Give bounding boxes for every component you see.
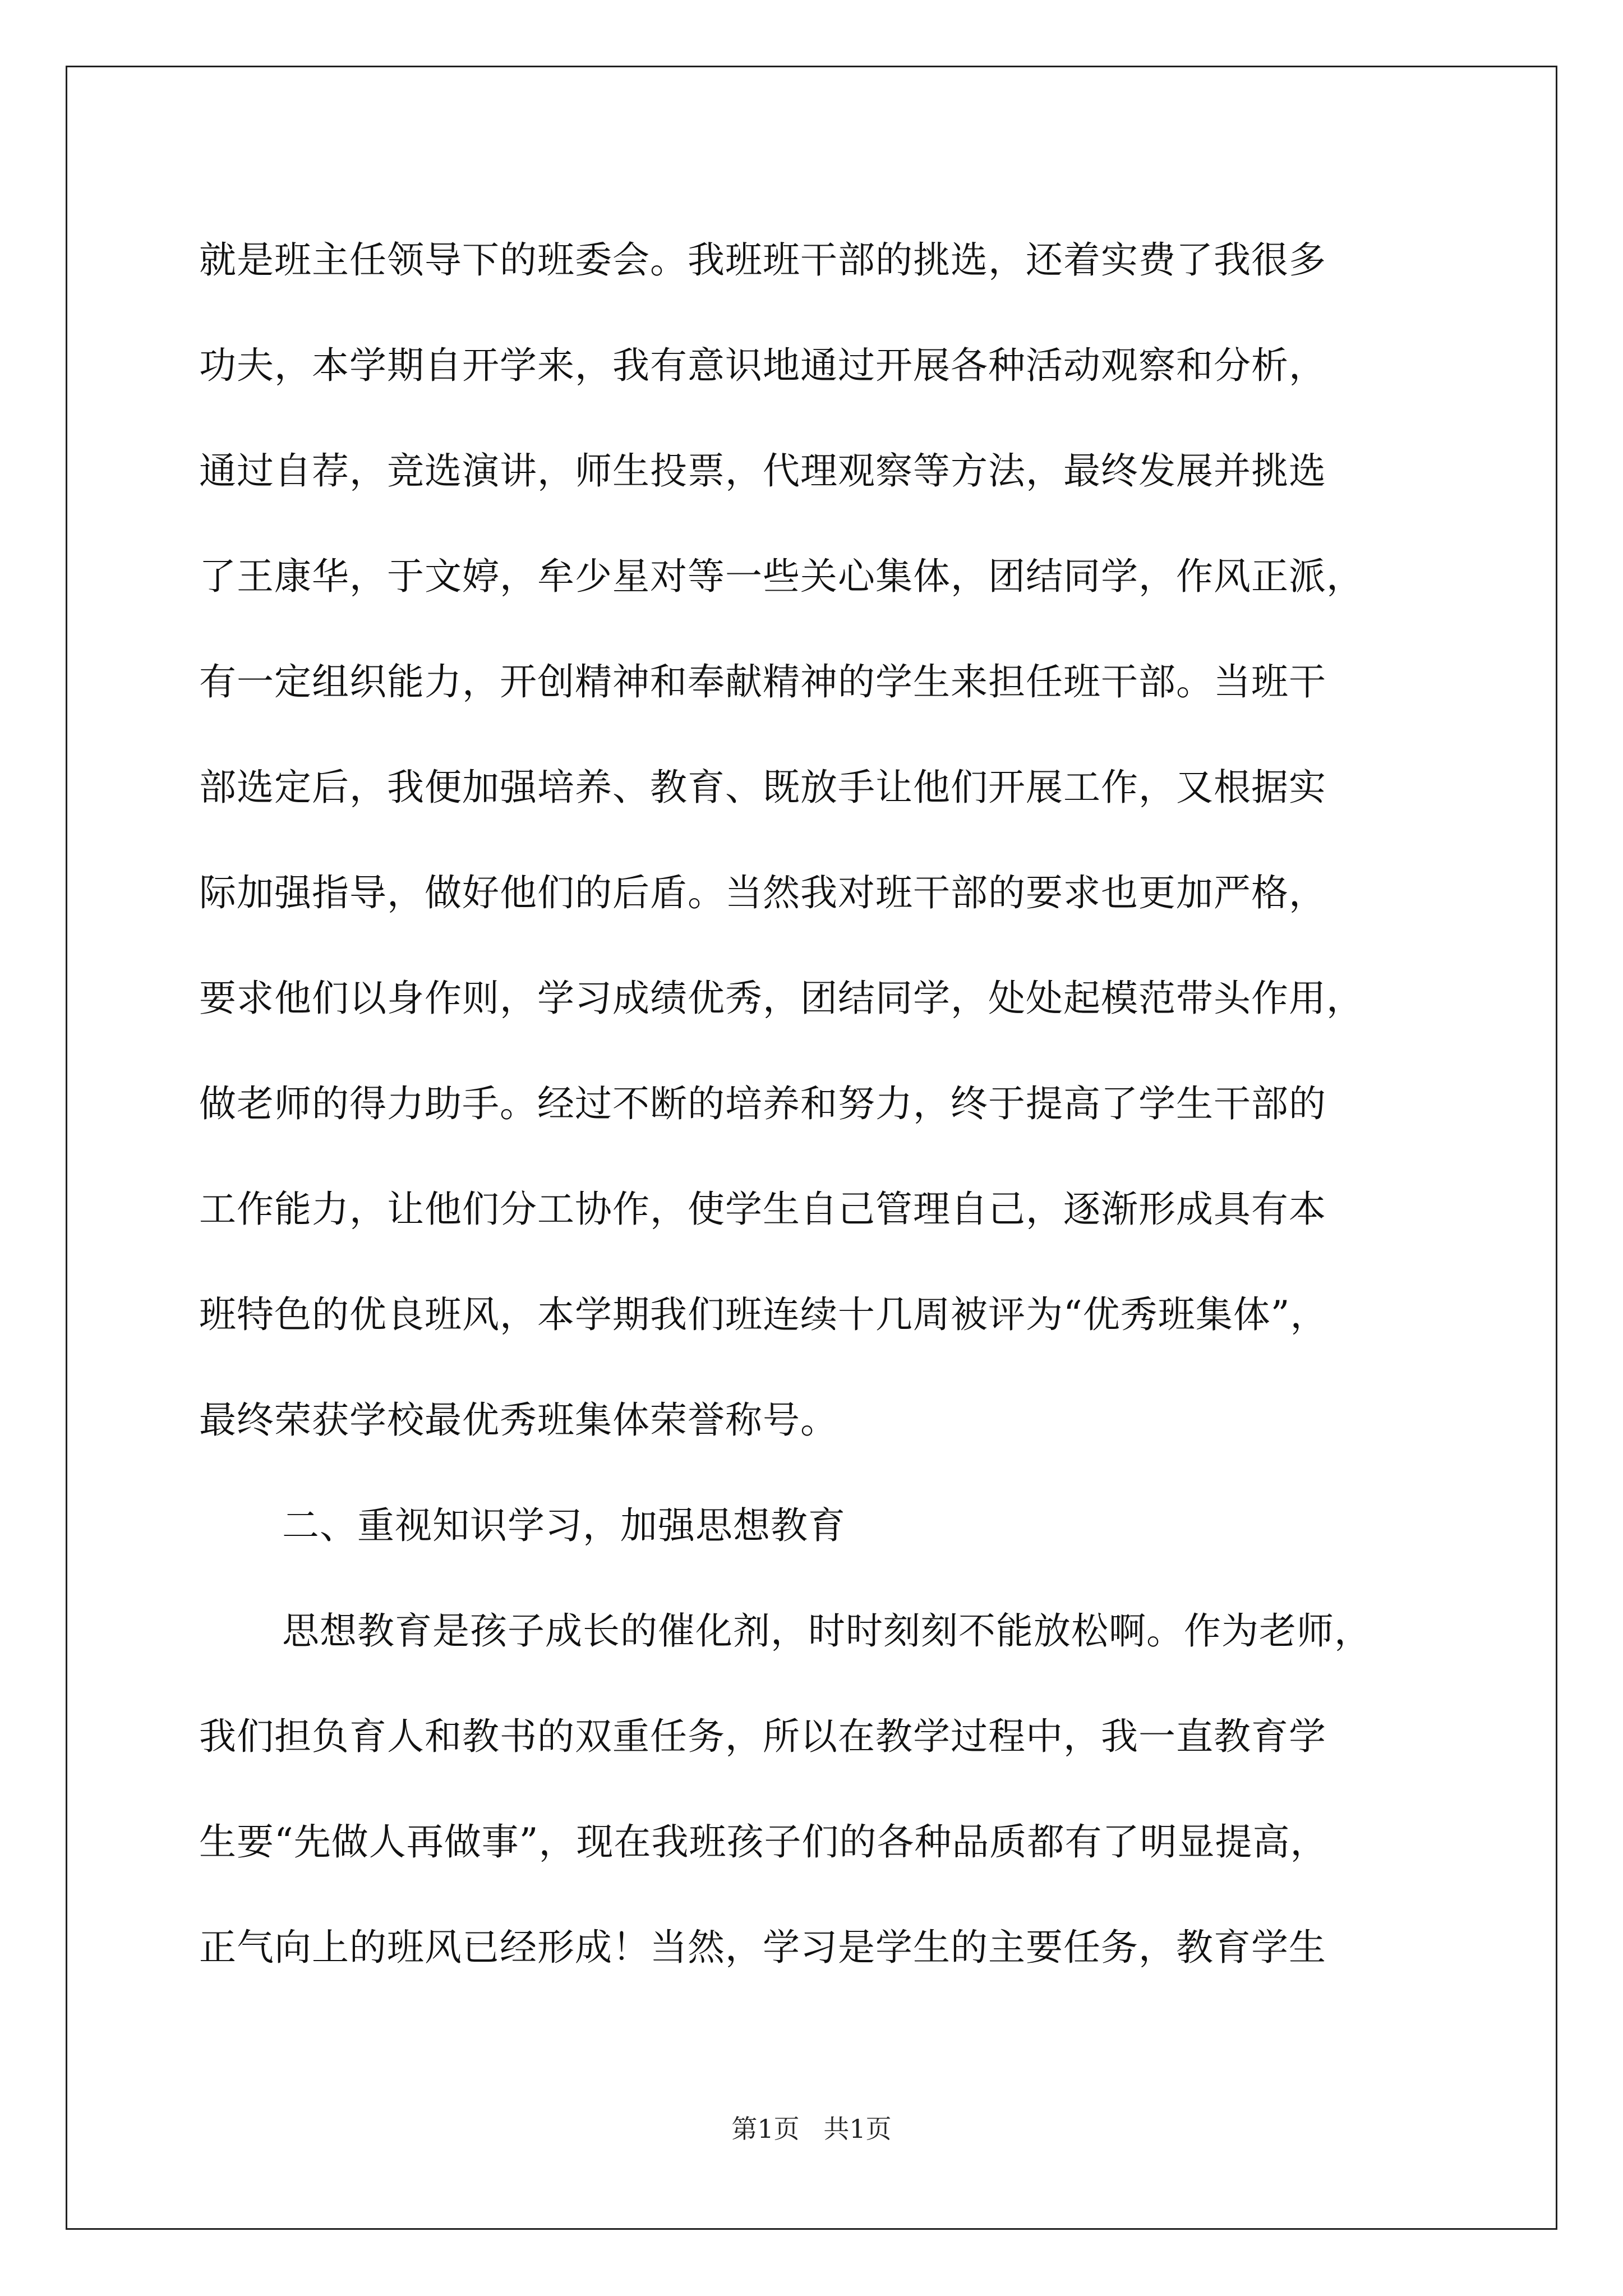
text-line: 生要“先做人再做事”，现在我班孩子们的各种品质都有了明显提高， (199, 1820, 1328, 1864)
text-line: 际加强指导，做好他们的后盾。当然我对班干部的要求也更加严格， (199, 871, 1326, 914)
text-line: 要求他们以身作则，学习成绩优秀，团结同学，处处起模范带头作用， (199, 977, 1364, 1020)
page-total: 共1页 (823, 2114, 892, 2144)
text-line: 做老师的得力助手。经过不断的培养和努力，终于提高了学生干部的 (199, 1082, 1326, 1125)
text-line: 工作能力，让他们分工协作，使学生自己管理自己，逐渐形成具有本 (199, 1188, 1326, 1231)
text-line: 了王康华，于文婷，牟少星对等一些关心集体，团结同学，作风正派， (199, 555, 1364, 598)
section-heading: 二、重视知识学习，加强思想教育 (282, 1504, 846, 1547)
text-line: 最终荣获学校最优秀班集体荣誉称号。 (199, 1398, 838, 1442)
text-line: 就是班主任领导下的班委会。我班班干部的挑选，还着实费了我很多 (199, 238, 1326, 282)
text-line: 有一定组织能力，开创精神和奉献精神的学生来担任班干部。当班干 (199, 660, 1326, 703)
text-line: 班特色的优良班风，本学期我们班连续十几周被评为“优秀班集体”， (199, 1293, 1328, 1336)
page-footer (0, 2112, 1623, 2146)
text-line: 功夫，本学期自开学来，我有意识地通过开展各种活动观察和分析， (199, 344, 1326, 387)
text-line: 正气向上的班风已经形成！当然，学习是学生的主要任务，教育学生 (199, 1926, 1326, 1969)
text-line: 通过自荐，竞选演讲，师生投票，代理观察等方法，最终发展并挑选 (199, 449, 1326, 493)
document-body (199, 208, 1444, 2000)
text-line: 部选定后，我便加强培养、教育、既放手让他们开展工作，又根据实 (199, 766, 1326, 809)
text-line: 我们担负育人和教书的双重任务，所以在教学过程中，我一直教育学 (199, 1715, 1326, 1758)
text-line: 思想教育是孩子成长的催化剂，时时刻刻不能放松啊。作为老师， (282, 1609, 1372, 1653)
page-number: 第1页 (731, 2114, 800, 2144)
